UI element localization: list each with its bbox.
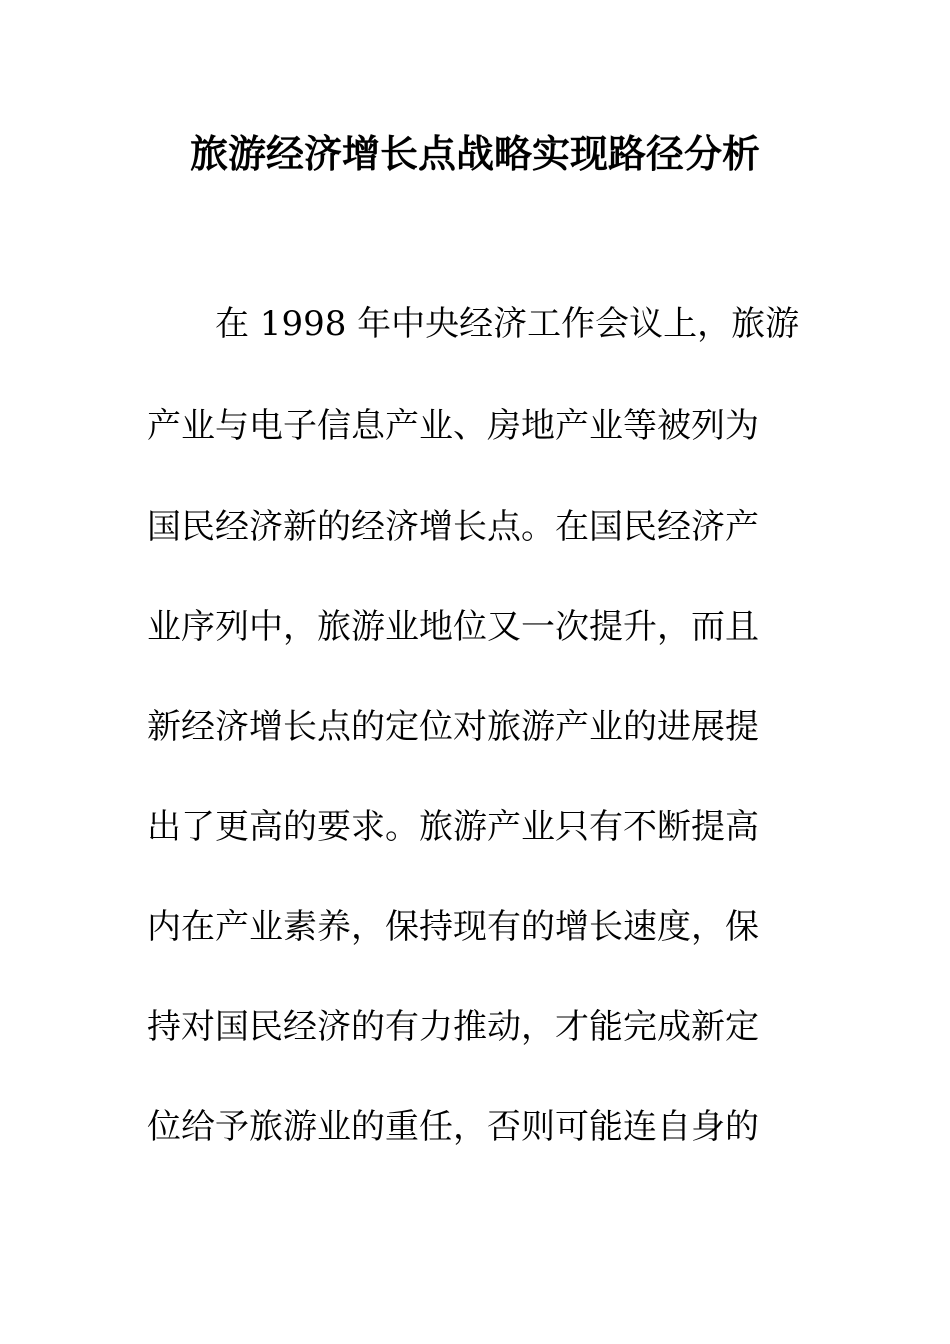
body-line: 位给予旅游业的重任，否则可能连自身的: [147, 1107, 759, 1147]
body-line: 产业与电子信息产业、房地产业等被列为: [147, 406, 759, 446]
body-line: 业序列中，旅游业地位又一次提升，而且: [147, 607, 759, 647]
document-title: 旅游经济增长点战略实现路径分析: [189, 131, 760, 176]
body-line: 在 1998 年中央经济工作会议上，旅游: [215, 304, 800, 344]
body-line: 内在产业素养，保持现有的增长速度，保: [147, 907, 759, 947]
body-line: 持对国民经济的有力推动，才能完成新定: [147, 1007, 759, 1047]
body-line: 新经济增长点的定位对旅游产业的进展提: [147, 707, 759, 747]
body-line: 国民经济新的经济增长点。在国民经济产: [147, 507, 759, 547]
body-line: 出了更高的要求。旅游产业只有不断提高: [147, 807, 759, 847]
